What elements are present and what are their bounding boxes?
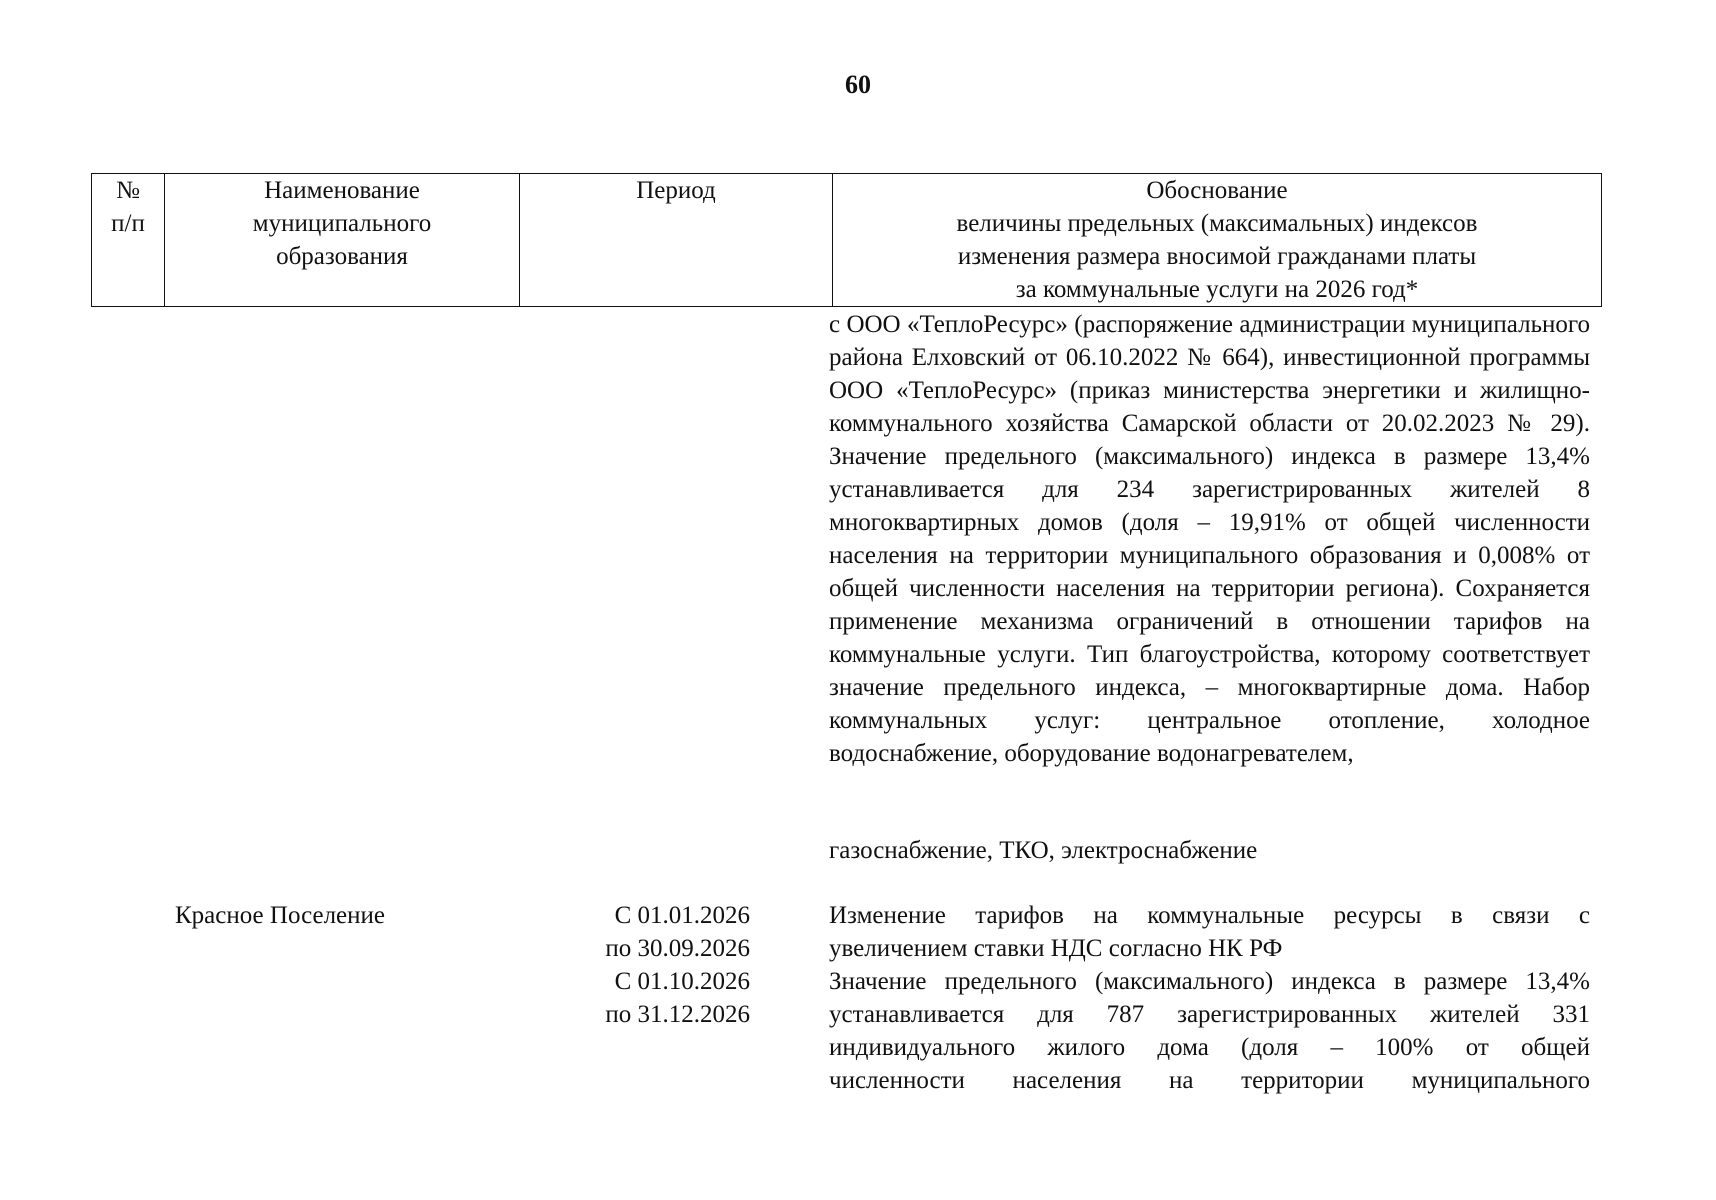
header-municipality-column: Наименование муниципального образования [165,174,520,307]
period-end-2: по 31.12.2026 [605,1001,750,1028]
table-header [91,173,1602,307]
period-end-1: по 30.09.2026 [605,935,750,962]
period-start-1: С 01.01.2026 [614,902,750,929]
header-period-column: Период [520,174,833,307]
municipality-name: Красное Поселение [175,902,385,929]
header-justification-column: Обоснование величины предельных (максимальных) индексов изменения размера вносимой гражданами платы за коммунальные услуги на 2026 год* [833,174,1602,307]
continuation-paragraph: с ООО «ТеплоРесурс» (распоряжение администрации муниципального района Елховский от 06.10.2022 № 664), инвестиционной программы ООО «ТеплоРесурс» (приказ министерства энергетики и жилищно-коммунального хозяйства Самарской области от 20.02.2023 № 29). Значение предельного (максимального) индекса в размере 13,4% устанавливается для 234 зарегистрированных жителей 8 многоквартирных домов (доля – 19,91% от общей численности населения на территории муниципального образования и 0,008% от общей численности населения на территории региона). Сохраняется применение механизма ограничений в отношении тарифов на коммунальные услуги. Тип благоустройства, которому соответствует значение предельного индекса, – многоквартирные дома. Набор коммунальных услуг: центральное отопление, холодное водоснабжение, оборудование водонагревателем, [829,311,1590,767]
reason-last-line: увеличением ставки НДС согласно НК РФ [829,935,1283,962]
period-list [540,899,750,1031]
page-number: 60 [845,70,871,99]
index-last-line: численности населения на территории муниципального [829,1067,1590,1094]
header-number-column: № п/п [92,174,165,307]
period-start-2: С 01.10.2026 [614,968,750,995]
reason-paragraph: Изменение тарифов на коммунальные ресурсы в связи с [829,902,1590,929]
index-paragraph: Значение предельного (максимального) индекса в размере 13,4% устанавливается для 787 зарегистрированных жителей 331 индивидуального жилого дома (доля – 100% от общей [829,968,1590,1061]
continuation-last-line: газоснабжение, ТКО, электроснабжение [829,837,1258,864]
